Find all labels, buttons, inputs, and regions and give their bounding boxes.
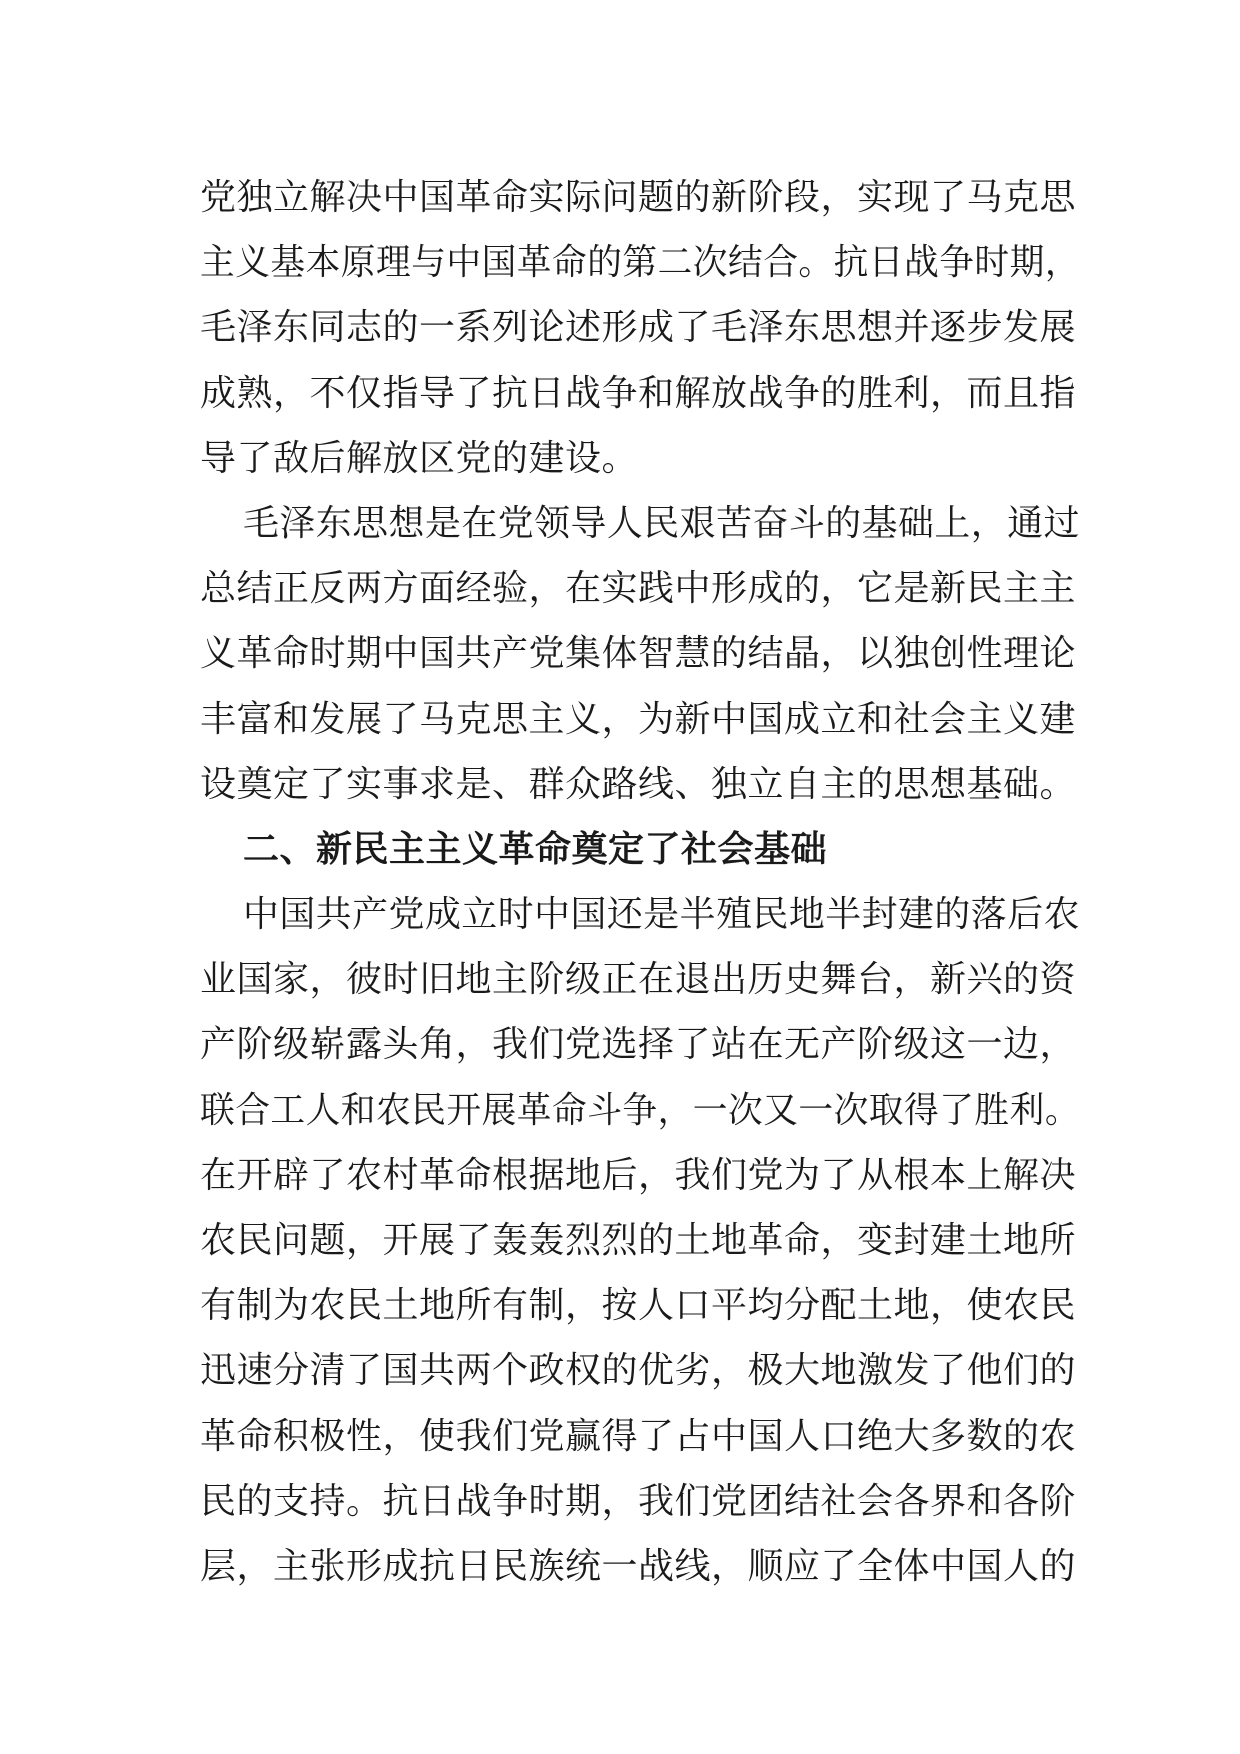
text-line: 主义基本原理与中国革命的第二次结合。抗日战争时期， (200, 242, 1081, 284)
text-line: 革命积极性，使我们党赢得了占中国人口绝大多数的农 (200, 1415, 1077, 1457)
text-line: 农民问题，开展了轰轰烈烈的土地革命，变封建土地所 (200, 1220, 1077, 1261)
paragraph-start-line: 毛泽东思想是在党领导人民艰苦奋斗的基础上，通过 (243, 502, 1080, 544)
paragraph-start-line: 中国共产党成立时中国还是半殖民地半封建的落后农 (243, 894, 1080, 936)
text-line: 产阶级崭露头角，我们党选择了站在无产阶级这一边， (200, 1024, 1077, 1066)
text-line: 层，主张形成抗日民族统一战线，顺应了全体中国人的 (200, 1545, 1077, 1587)
text-line: 联合工人和农民开展革命斗争，一次又一次取得了胜利。 (200, 1089, 1081, 1131)
text-line: 成熟，不仅指导了抗日战争和解放战争的胜利，而且指 (200, 372, 1077, 414)
text-line: 在开辟了农村革命根据地后，我们党为了从根本上解决 (200, 1154, 1077, 1196)
text-line: 丰富和发展了马克思主义，为新中国成立和社会主义建 (200, 698, 1077, 740)
text-line: 党独立解决中国革命实际问题的新阶段，实现了马克思 (200, 177, 1077, 218)
text-line: 有制为农民土地所有制，按人口平均分配土地，使农民 (200, 1285, 1077, 1327)
text-line: 导了敌后解放区党的建设。 (200, 437, 639, 479)
text-line: 义革命时期中国共产党集体智慧的结晶，以独创性理论 (200, 633, 1077, 675)
text-line: 毛泽东同志的一系列论述形成了毛泽东思想并逐步发展 (200, 307, 1077, 349)
text-line: 民的支持。抗日战争时期，我们党团结社会各界和各阶 (200, 1480, 1077, 1522)
text-line: 总结正反两方面经验，在实践中形成的，它是新民主主 (200, 568, 1077, 610)
section-heading: 二、新民主主义革命奠定了社会基础 (243, 828, 828, 870)
text-line: 迅速分清了国共两个政权的优劣，极大地激发了他们的 (200, 1350, 1077, 1392)
text-line: 业国家，彼时旧地主阶级正在退出历史舞台，新兴的资 (200, 959, 1077, 1001)
body-text (200, 165, 1080, 1599)
text-line: 设奠定了实事求是、群众路线、独立自主的思想基础。 (200, 763, 1077, 805)
